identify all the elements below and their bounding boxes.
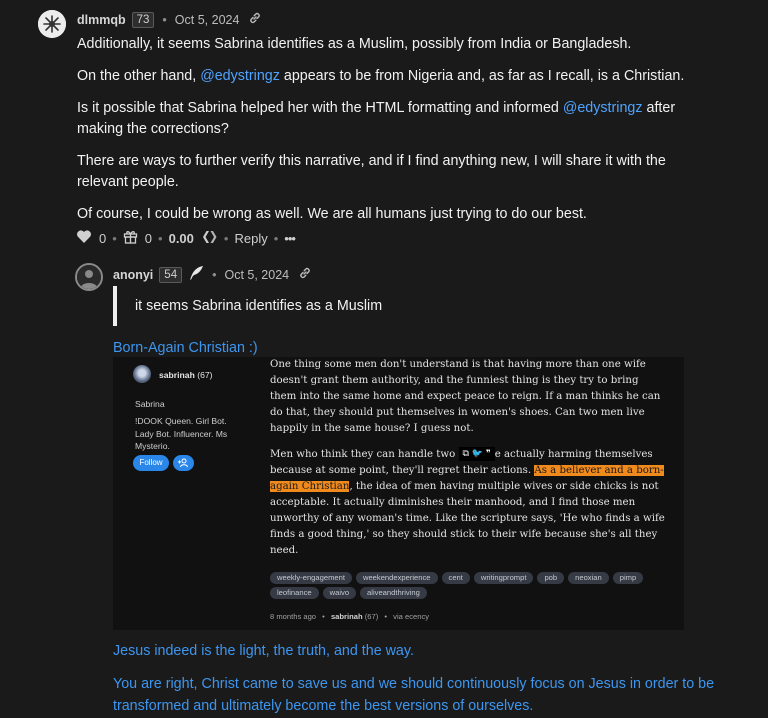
payout-value[interactable]: 0.00 — [168, 230, 194, 246]
highlighted-text: As a believer and a born-again Christian — [270, 465, 664, 492]
tag: leofinance — [270, 587, 319, 599]
comment-meta — [77, 11, 262, 28]
separator-dot: • — [212, 267, 217, 282]
excerpt-paragraph-2: Men who think they can handle two ⧉ 🐦 ❞ e actually harming themselves because at some point, they'll regret their actions. As a believer and a born-again Christian, the idea of men having multiple wives or side chicks is not acceptable. It actually diminishes their manhood, and I find those men unworthy of any woman's time. Like the scripture says, 'He who finds a wife finds a good thing,' so they should stick to their wife because she's all they need. — [270, 449, 665, 556]
reply-line-jesus: Jesus indeed is the light, the truth, and the way. — [113, 643, 414, 659]
tag: neoxian — [568, 572, 609, 584]
heart-icon[interactable] — [76, 229, 92, 247]
comment-body — [77, 34, 717, 236]
like-count: 0 — [99, 230, 107, 246]
profile-bio: !DOOK Queen. Girl Bot. Lady Bot. Influencer. Ms Mysterio. — [135, 416, 228, 451]
permalink-icon[interactable] — [248, 11, 262, 28]
post-footer: 8 months ago • sabrinah (67) • via ecency — [270, 612, 430, 621]
tag: pimp — [613, 572, 643, 584]
comment-paragraph-4: There are ways to further verify this narrative, and if I find anything new, I will share it with the relevant people. — [77, 153, 666, 190]
comment-paragraph-3: Is it possible that Sabrina helped her with the HTML formatting and informed @edystringz after making the corrections? — [77, 100, 676, 137]
share-popup: ⧉ 🐦 ❞ — [459, 447, 495, 461]
reply-author[interactable]: anonyi — [113, 267, 154, 282]
gift-icon[interactable] — [123, 229, 138, 247]
tag: writingprompt — [474, 572, 534, 584]
reply-button[interactable]: Reply — [234, 230, 268, 246]
reply-meta — [113, 265, 312, 284]
embedded-screenshot — [113, 357, 684, 630]
comment-paragraph-5: Of course, I could be wrong as well. We are all humans just trying to do our best. — [77, 206, 587, 222]
comment-author[interactable]: dlmmqb — [77, 12, 126, 27]
profile-avatar — [133, 365, 151, 383]
separator-dot: • — [273, 230, 279, 246]
reputation-badge: 73 — [132, 12, 155, 28]
mention-link[interactable]: @edystringz — [200, 68, 280, 84]
mention-link[interactable]: @edystringz — [562, 100, 643, 116]
blockquote: it seems Sabrina identifies as a Muslim — [113, 286, 382, 326]
post-excerpt — [270, 357, 668, 569]
add-user-icon — [173, 455, 194, 471]
more-options-button[interactable]: ••• — [284, 230, 295, 246]
follow-button: Follow — [133, 455, 169, 471]
profile-name: sabrinah (67) — [159, 370, 213, 380]
separator-dot: • — [158, 230, 163, 246]
excerpt-paragraph-1: One thing some men don't understand is that having more than one wife doesn't grant them authority, and the funniest thing is they try to bring them into the same home and expect peace to reign. If a man thinks he can do that, they should put themselves in women's shoes. Can two men live happily in the same house? I guess not. — [270, 359, 661, 434]
tag: weekly-engagement — [270, 572, 352, 584]
quill-icon — [188, 265, 204, 284]
comment-date[interactable]: Oct 5, 2024 — [174, 12, 240, 27]
comment-paragraph-1: Additionally, it seems Sabrina identifies as a Muslim, possibly from India or Bangladesh. — [77, 36, 632, 52]
user-placeholder-icon — [77, 265, 101, 289]
separator-dot: • — [223, 230, 229, 246]
profile-full-name: Sabrina — [135, 399, 165, 409]
reply-line-born-again: Born-Again Christian :) — [113, 340, 258, 356]
permalink-icon[interactable] — [298, 266, 312, 283]
tag: cent — [442, 572, 470, 584]
comment-actions — [76, 229, 295, 247]
tag: weekendexperience — [356, 572, 438, 584]
comment-paragraph-2: On the other hand, @edystringz appears to be from Nigeria and, as far as I recall, is a Christian. — [77, 68, 685, 84]
avatar-anonyi[interactable] — [75, 263, 103, 291]
gift-count: 0 — [144, 230, 153, 246]
avatar-image — [38, 10, 66, 38]
reply-line-christ: You are right, Christ came to save us and we should continuously focus on Jesus in order to be transformed and ultimately become the best versions of ourselves. — [113, 676, 715, 714]
tag: aliveandthriving — [360, 587, 427, 599]
separator-dot: • — [112, 230, 117, 246]
tag: pob — [537, 572, 564, 584]
tag: waivo — [323, 587, 356, 599]
separator-dot: • — [162, 12, 167, 27]
reply-date[interactable]: Oct 5, 2024 — [224, 267, 290, 282]
tag-list — [270, 572, 660, 599]
reputation-badge: 54 — [159, 267, 182, 283]
hive-logo-icon — [202, 230, 218, 247]
avatar-dlmmqb[interactable] — [38, 10, 66, 38]
